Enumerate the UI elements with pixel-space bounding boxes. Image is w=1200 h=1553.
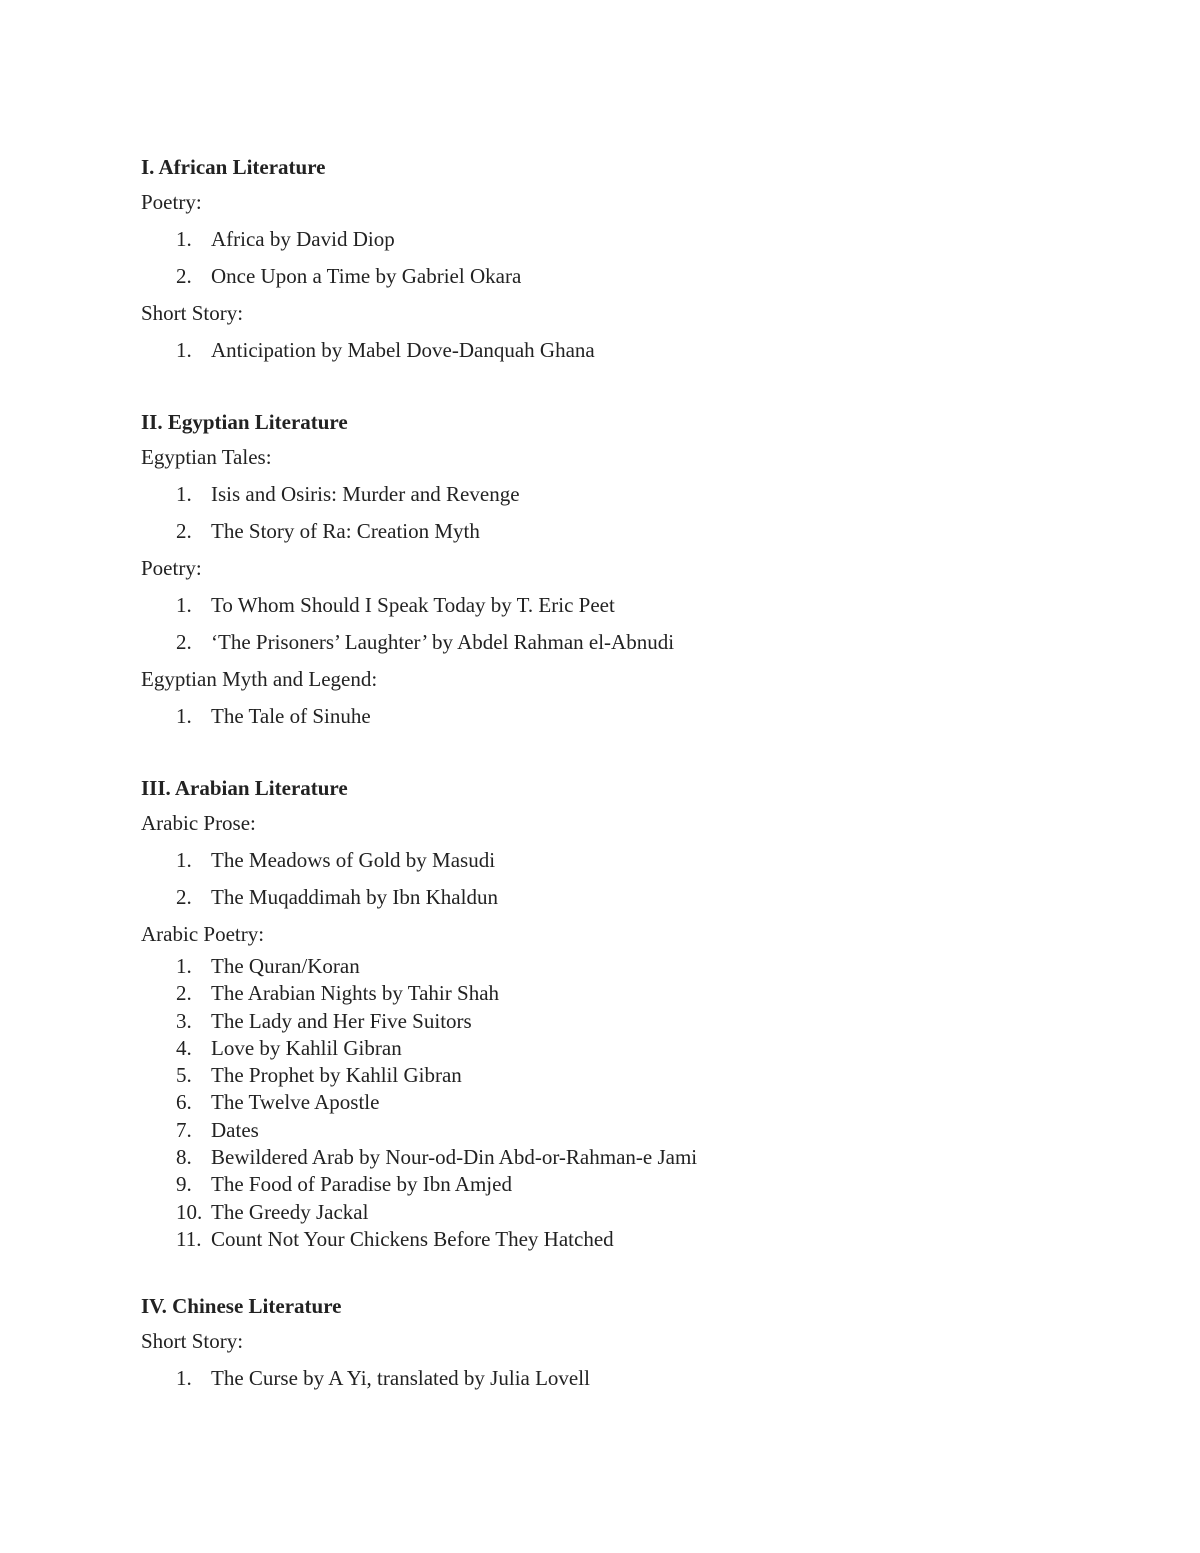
list-item [141,953,1141,980]
list-number: 1. [176,954,192,978]
section-title: II. Egyptian Literature [141,410,348,434]
list-item [141,1035,1141,1062]
list-item [141,221,1141,258]
list-number: 1. [176,482,192,506]
list-number: 2. [176,264,192,288]
group-heading: Arabic Poetry: [141,922,265,946]
numbered-list [141,332,1141,369]
group-heading: Short Story: [141,301,244,325]
list-number: 2. [176,630,192,654]
list-number: 1. [176,1366,192,1391]
list-item-text: The Muqaddimah by Ibn Khaldun [211,885,498,909]
list-number: 11. [176,1226,202,1251]
list-item [141,1117,1141,1144]
group-heading: Arabic Prose: [141,811,256,835]
list-number: 8. [176,1145,192,1170]
numbered-list [141,842,1141,916]
list-item [141,1062,1141,1089]
numbered-list [141,476,1141,550]
section-african-literature [141,150,1141,369]
list-item [141,258,1141,295]
list-number: 1. [176,338,192,362]
list-number: 1. [176,848,192,872]
list-item-text: Dates [211,1117,259,1142]
numbered-list [141,953,1141,1253]
list-item-text: Bewildered Arab by Nour-od-Din Abd-or-Rahman-e Jami [211,1145,698,1170]
list-number: 3. [176,1008,192,1033]
list-item [141,842,1141,879]
list-item [141,624,1141,661]
list-item [141,1008,1141,1035]
group-heading: Egyptian Tales: [141,445,272,469]
list-number: 10. [176,1199,203,1224]
numbered-list [141,698,1141,735]
list-number: 2. [176,885,192,909]
list-number: 1. [176,227,192,251]
list-item-text: The Story of Ra: Creation Myth [211,519,480,543]
list-item-text: The Food of Paradise by Ibn Amjed [211,1172,512,1197]
section-egyptian-literature [141,405,1141,735]
list-number: 2. [176,981,192,1006]
list-item-text: The Meadows of Gold by Masudi [211,848,496,872]
list-item-text: ‘The Prisoners’ Laughter’ by Abdel Rahman el-Abnudi [211,630,675,654]
list-item-text: The Prophet by Kahlil Gibran [211,1063,462,1088]
list-item-text: The Tale of Sinuhe [211,704,371,728]
list-item [141,476,1141,513]
list-number: 6. [176,1090,192,1115]
list-item [141,1226,1141,1253]
list-item [141,1089,1141,1116]
list-item [141,1199,1141,1226]
list-item [141,698,1141,735]
list-item [141,1360,1141,1397]
list-item [141,513,1141,550]
list-number: 5. [176,1063,192,1088]
list-item [141,980,1141,1007]
document-body [141,150,1141,1397]
list-item-text: Africa by David Diop [211,227,395,251]
list-item [141,1144,1141,1171]
list-item-text: The Curse by A Yi, translated by Julia Lovell [211,1366,590,1391]
list-item-text: Love by Kahlil Gibran [211,1035,402,1060]
list-item [141,587,1141,624]
list-item-text: To Whom Should I Speak Today by T. Eric Peet [211,593,615,617]
list-item [141,879,1141,916]
section-title: I. African Literature [141,155,326,179]
list-item-text: The Greedy Jackal [211,1199,369,1224]
group-heading: Poetry: [141,556,202,580]
list-item [141,1171,1141,1198]
list-number: 4. [176,1035,192,1060]
list-item-text: Anticipation by Mabel Dove-Danquah Ghana [211,338,595,362]
section-chinese-literature [141,1289,1141,1397]
numbered-list [141,1360,1141,1397]
section-title: III. Arabian Literature [141,776,348,800]
group-heading: Short Story: [141,1329,244,1354]
group-heading: Egyptian Myth and Legend: [141,667,378,691]
list-number: 1. [176,704,192,728]
list-number: 9. [176,1172,192,1197]
list-item-text: The Quran/Koran [211,954,360,978]
list-item-text: Isis and Osiris: Murder and Revenge [211,482,520,506]
group-heading: Poetry: [141,190,202,214]
list-number: 1. [176,593,192,617]
numbered-list [141,221,1141,295]
list-number: 2. [176,519,192,543]
list-item-text: The Lady and Her Five Suitors [211,1008,472,1033]
list-item-text: The Arabian Nights by Tahir Shah [211,981,500,1006]
list-item [141,332,1141,369]
numbered-list [141,587,1141,661]
list-item-text: Once Upon a Time by Gabriel Okara [211,264,522,288]
section-title: IV. Chinese Literature [141,1294,342,1319]
section-arabian-literature [141,771,1141,1253]
list-number: 7. [176,1117,192,1142]
list-item-text: Count Not Your Chickens Before They Hatched [211,1226,614,1251]
list-item-text: The Twelve Apostle [211,1090,380,1115]
